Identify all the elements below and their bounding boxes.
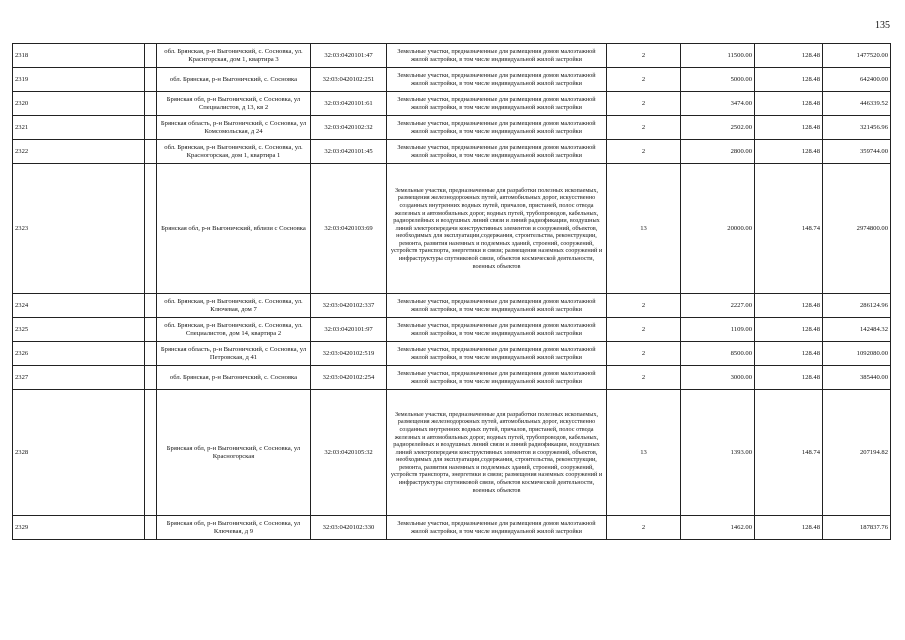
address-cell: обл. Брянская, р-н Выгоничский, с. Сосновка, ул. Красногорская, дом 1, квартира 1 <box>157 140 311 164</box>
area-cell: 11500.00 <box>681 44 755 68</box>
group-code-cell: 2 <box>607 294 681 318</box>
land-use-cell: Земельные участки, предназначенные для разработки полезных ископаемых, размещения железнодорожных путей, автомобильных дорог, искусственно созданных внутренних водных путей, причалов, пристаней, полос отвода железных и автомобильных дорог, водных путей, трубопроводов, кабельных, радиорелейных и воздушных линий связи и линий радиофикации, воздушных линий электропередачи конструктивных элементов и сооружений, объектов, необходимых для эксплуатации,содержания, строительства, реконструкции, ремонта, развития наземных и подземных зданий, строений, сооружений, устройств транспорта, энергетики и связи; размещения наземных сооружений и инфраструктуры спутниковой связи, объектов космической деятельности, военных объектов <box>387 390 607 516</box>
cadastral-value-cell: 446339.52 <box>823 92 891 116</box>
row-number-cell: 2322 <box>13 140 145 164</box>
specific-value-cell: 128.48 <box>755 366 823 390</box>
empty-cell <box>145 342 157 366</box>
specific-value-cell: 128.48 <box>755 44 823 68</box>
address-cell: Брянская обл, р-н Выгоничский, с Сосновка, ул Специалистов, д 13, кв 2 <box>157 92 311 116</box>
table-row <box>13 294 891 318</box>
group-code-cell: 2 <box>607 140 681 164</box>
specific-value-cell: 128.48 <box>755 342 823 366</box>
table-row <box>13 92 891 116</box>
empty-cell <box>145 44 157 68</box>
land-use-cell: Земельные участки, предназначенные для размещения домов малоэтажной жилой застройки, в том числе индивидуальной жилой застройки <box>387 342 607 366</box>
land-use-cell: Земельные участки, предназначенные для разработки полезных ископаемых, размещения железнодорожных путей, автомобильных дорог, искусственно созданных внутренних водных путей, причалов, пристаней, полос отвода железных и автомобильных дорог, водных путей, трубопроводов, кабельных, радиорелейных и воздушных линий связи и линий радиофикации, воздушных линий электропередачи конструктивных элементов и сооружений, объектов, необходимых для эксплуатации,содержания, строительства, реконструкции, ремонта, развития наземных и подземных зданий, строений, сооружений, устройств транспорта, энергетики и связи; размещения наземных сооружений и инфраструктуры спутниковой связи, объектов космической деятельности, военных объектов <box>387 164 607 294</box>
land-use-cell: Земельные участки, предназначенные для размещения домов малоэтажной жилой застройки, в том числе индивидуальной жилой застройки <box>387 516 607 540</box>
cadastral-value-cell: 1477520.00 <box>823 44 891 68</box>
row-number-cell: 2323 <box>13 164 145 294</box>
specific-value-cell: 128.48 <box>755 318 823 342</box>
page-number: 135 <box>875 20 890 31</box>
table-row <box>13 68 891 92</box>
empty-cell <box>145 164 157 294</box>
address-cell: Брянская обл, р-н Выгоничский, с Сосновка, ул Ключевая, д 9 <box>157 516 311 540</box>
cadastral-value-cell: 2974800.00 <box>823 164 891 294</box>
group-code-cell: 2 <box>607 92 681 116</box>
cadastral-value-cell: 385440.00 <box>823 366 891 390</box>
cadastral-number-cell: 32:03:0420101:97 <box>311 318 387 342</box>
cadastral-value-cell: 286124.96 <box>823 294 891 318</box>
specific-value-cell: 128.48 <box>755 294 823 318</box>
address-cell: обл. Брянская, р-н Выгоничский, с. Сосновка <box>157 366 311 390</box>
row-number-cell: 2321 <box>13 116 145 140</box>
land-use-cell: Земельные участки, предназначенные для размещения домов малоэтажной жилой застройки, в том числе индивидуальной жилой застройки <box>387 318 607 342</box>
row-number-cell: 2318 <box>13 44 145 68</box>
land-use-cell: Земельные участки, предназначенные для размещения домов малоэтажной жилой застройки, в том числе индивидуальной жилой застройки <box>387 366 607 390</box>
empty-cell <box>145 140 157 164</box>
table-row <box>13 116 891 140</box>
address-cell: обл. Брянская, р-н Выгоничский, с. Сосновка <box>157 68 311 92</box>
empty-cell <box>145 516 157 540</box>
cadastral-number-cell: 32:03:0420102:32 <box>311 116 387 140</box>
cadastral-value-cell: 359744.00 <box>823 140 891 164</box>
group-code-cell: 2 <box>607 366 681 390</box>
row-number-cell: 2320 <box>13 92 145 116</box>
address-cell: Брянская обл, р-н Выгоничский, с Сосновка, ул Красногорская <box>157 390 311 516</box>
specific-value-cell: 148.74 <box>755 390 823 516</box>
land-use-cell: Земельные участки, предназначенные для размещения домов малоэтажной жилой застройки, в том числе индивидуальной жилой застройки <box>387 116 607 140</box>
table-row <box>13 164 891 294</box>
address-cell: обл. Брянская, р-н Выгоничский, с. Сосновка, ул. Специалистов, дом 14, квартира 2 <box>157 318 311 342</box>
row-number-cell: 2325 <box>13 318 145 342</box>
group-code-cell: 2 <box>607 116 681 140</box>
address-cell: обл. Брянская, р-н Выгоничский, с. Сосновка, ул. Ключевая, дом 7 <box>157 294 311 318</box>
area-cell: 5000.00 <box>681 68 755 92</box>
address-cell: Брянская обл, р-н Выгоничский, вблизи с Сосновка <box>157 164 311 294</box>
group-code-cell: 2 <box>607 68 681 92</box>
table-row <box>13 516 891 540</box>
group-code-cell: 2 <box>607 342 681 366</box>
cadastral-value-cell: 142484.32 <box>823 318 891 342</box>
group-code-cell: 13 <box>607 390 681 516</box>
cadastral-number-cell: 32:03:0420101:47 <box>311 44 387 68</box>
land-use-cell: Земельные участки, предназначенные для размещения домов малоэтажной жилой застройки, в том числе индивидуальной жилой застройки <box>387 140 607 164</box>
area-cell: 20000.00 <box>681 164 755 294</box>
row-number-cell: 2319 <box>13 68 145 92</box>
land-use-cell: Земельные участки, предназначенные для размещения домов малоэтажной жилой застройки, в том числе индивидуальной жилой застройки <box>387 294 607 318</box>
cadastral-value-cell: 187837.76 <box>823 516 891 540</box>
cadastral-number-cell: 32:03:0420105:32 <box>311 390 387 516</box>
row-number-cell: 2329 <box>13 516 145 540</box>
table-row <box>13 140 891 164</box>
row-number-cell: 2328 <box>13 390 145 516</box>
cadastral-number-cell: 32:03:0420102:254 <box>311 366 387 390</box>
specific-value-cell: 128.48 <box>755 516 823 540</box>
cadastral-number-cell: 32:03:0420102:337 <box>311 294 387 318</box>
empty-cell <box>145 68 157 92</box>
specific-value-cell: 128.48 <box>755 140 823 164</box>
address-cell: Брянская область, р-н Выгоничский, с Сосновка, ул Комсомольская, д 24 <box>157 116 311 140</box>
specific-value-cell: 128.48 <box>755 116 823 140</box>
specific-value-cell: 128.48 <box>755 92 823 116</box>
land-use-cell: Земельные участки, предназначенные для размещения домов малоэтажной жилой застройки, в том числе индивидуальной жилой застройки <box>387 92 607 116</box>
group-code-cell: 2 <box>607 44 681 68</box>
empty-cell <box>145 92 157 116</box>
empty-cell <box>145 366 157 390</box>
area-cell: 3000.00 <box>681 366 755 390</box>
area-cell: 3474.00 <box>681 92 755 116</box>
empty-cell <box>145 390 157 516</box>
table-body <box>13 44 891 540</box>
group-code-cell: 13 <box>607 164 681 294</box>
area-cell: 1393.00 <box>681 390 755 516</box>
empty-cell <box>145 116 157 140</box>
specific-value-cell: 128.48 <box>755 68 823 92</box>
cadastral-value-cell: 207194.82 <box>823 390 891 516</box>
land-use-cell: Земельные участки, предназначенные для размещения домов малоэтажной жилой застройки, в том числе индивидуальной жилой застройки <box>387 68 607 92</box>
address-cell: обл. Брянская, р-н Выгоничский, с. Сосновка, ул. Краснгорская, дом 1, квартира 3 <box>157 44 311 68</box>
cadastral-number-cell: 32:03:0420102:330 <box>311 516 387 540</box>
cadastral-number-cell: 32:03:0420101:61 <box>311 92 387 116</box>
table-row <box>13 318 891 342</box>
group-code-cell: 2 <box>607 516 681 540</box>
cadastral-number-cell: 32:03:0420101:45 <box>311 140 387 164</box>
area-cell: 2227.00 <box>681 294 755 318</box>
table-row <box>13 342 891 366</box>
cadastral-value-cell: 321456.96 <box>823 116 891 140</box>
cadastral-value-cell: 642400.00 <box>823 68 891 92</box>
area-cell: 2800.00 <box>681 140 755 164</box>
row-number-cell: 2324 <box>13 294 145 318</box>
address-cell: Брянская область, р-н Выгоничский, с Сосновка, ул Петровская, д 41 <box>157 342 311 366</box>
row-number-cell: 2327 <box>13 366 145 390</box>
cadastral-number-cell: 32:03:0420103:69 <box>311 164 387 294</box>
table-row <box>13 390 891 516</box>
land-use-cell: Земельные участки, предназначенные для размещения домов малоэтажной жилой застройки, в том числе индивидуальной жилой застройки <box>387 44 607 68</box>
empty-cell <box>145 318 157 342</box>
cadastral-number-cell: 32:03:0420102:519 <box>311 342 387 366</box>
group-code-cell: 2 <box>607 318 681 342</box>
area-cell: 8500.00 <box>681 342 755 366</box>
cadastral-value-cell: 1092080.00 <box>823 342 891 366</box>
empty-cell <box>145 294 157 318</box>
area-cell: 1109.00 <box>681 318 755 342</box>
cadastral-number-cell: 32:03:0420102:251 <box>311 68 387 92</box>
row-number-cell: 2326 <box>13 342 145 366</box>
specific-value-cell: 148.74 <box>755 164 823 294</box>
area-cell: 1462.00 <box>681 516 755 540</box>
table-row <box>13 44 891 68</box>
area-cell: 2502.00 <box>681 116 755 140</box>
land-registry-table <box>12 43 891 540</box>
table-row <box>13 366 891 390</box>
